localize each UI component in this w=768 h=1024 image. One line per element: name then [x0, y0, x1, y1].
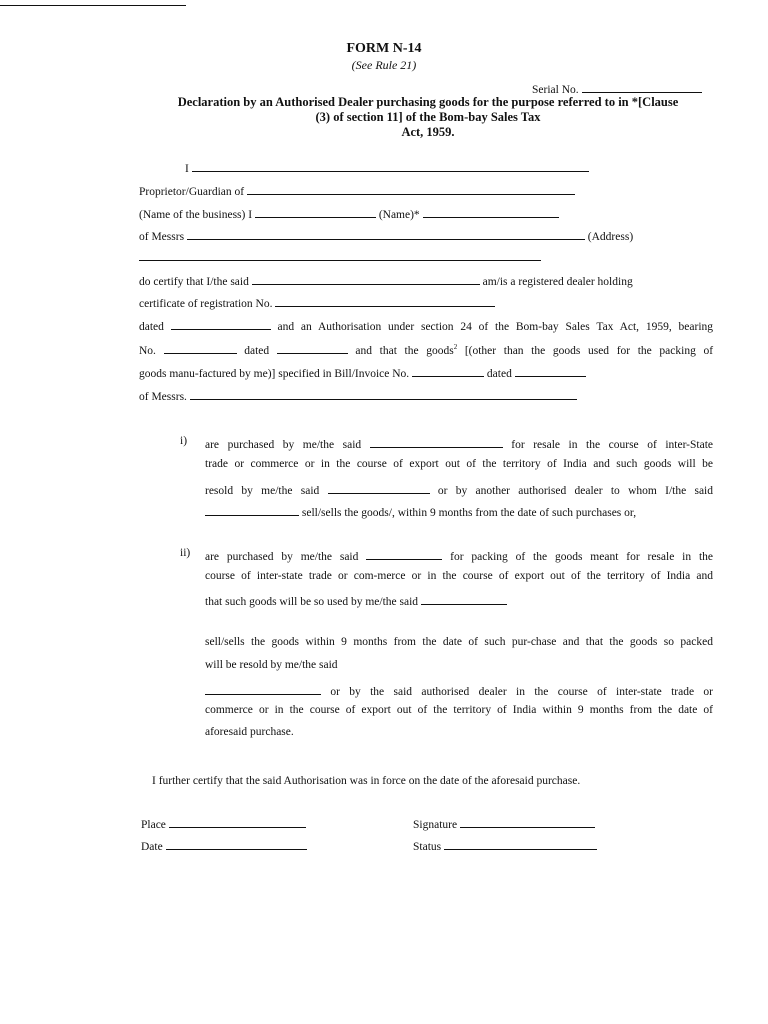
signature-label: Signature [413, 818, 458, 831]
clause-ii-line-1-b: for packing of the goods meant for resale in the [450, 550, 714, 563]
certify-suffix: am/is a registered dealer holding [482, 275, 633, 288]
authorisation-number-row [139, 342, 713, 357]
messrs-label-2: of Messrs. [139, 390, 187, 403]
proprietor-field[interactable] [247, 183, 575, 195]
declarant-row [185, 160, 589, 175]
clause-i-purchaser-field[interactable] [370, 436, 503, 448]
date-label: Date [141, 840, 163, 853]
clause-i-marker: i) [180, 435, 188, 447]
dated-label: dated [139, 320, 164, 333]
address-label: (Address) [587, 230, 634, 243]
authorisation-number-field[interactable] [164, 342, 237, 354]
place-row [141, 816, 306, 831]
clause-ii-line-2: course of inter-state trade or com-merce or in the course of export out of the territory of India and [205, 570, 713, 582]
manufactured-text: goods manu-factured by me)] specified in Bill/Invoice No. [139, 367, 410, 380]
clause-ii-line-6-text: or by the said authorised dealer in the course of inter-state trade or [330, 685, 713, 698]
clause-i-dealer-field[interactable] [205, 504, 299, 516]
clause-i-line-4-text: sell/sells the goods/, within 9 months from the date of such purchases or, [301, 506, 637, 519]
certify-row [139, 273, 633, 288]
name-field[interactable] [423, 206, 559, 218]
clause-ii-marker: ii) [180, 547, 191, 559]
place-field[interactable] [169, 816, 306, 828]
clause-ii-line-1-a: are purchased by me/the said [205, 550, 359, 563]
invoice-date-field[interactable] [515, 365, 586, 377]
no-label: No. [139, 344, 156, 357]
certificate-row [139, 295, 495, 310]
clause-i-line-4 [205, 504, 636, 519]
certificate-date-field[interactable] [171, 318, 271, 330]
business-name-label: (Name of the business) I [139, 208, 253, 221]
messrs-field-2[interactable] [190, 388, 577, 400]
authorisation-validity-statement: I further certify that the said Authorisation was in force on the date of the aforesaid purchase. [152, 775, 581, 787]
form-subtitle: (See Rule 21) [351, 58, 417, 72]
clause-i-reseller-field[interactable] [328, 482, 430, 494]
top-rule [0, 5, 186, 6]
serial-label: Serial No. [532, 83, 579, 96]
clause-i-line-2: trade or commerce or in the course of export out of the territory of India and such goods will be [205, 458, 713, 470]
clause-i-line-3-b: or by another authorised dealer to whom I/the said [437, 484, 714, 497]
heading-line-2: (3) of section 11] of the Bom-bay Sales Tax [315, 110, 541, 124]
dated-label-2: dated [244, 344, 270, 357]
status-label: Status [413, 840, 442, 853]
messrs-field[interactable] [187, 228, 585, 240]
clause-ii-reseller-field[interactable] [205, 683, 321, 695]
date-row [141, 838, 307, 853]
business-name-field[interactable] [255, 206, 376, 218]
signature-row [413, 816, 595, 831]
serial-field[interactable] [582, 81, 702, 93]
certify-prefix: do certify that I/the said [139, 275, 249, 288]
business-name-row [139, 206, 559, 221]
certificate-number-field[interactable] [275, 295, 495, 307]
goods-footnote-marker: 2 [453, 343, 458, 352]
clause-ii-line-8: aforesaid purchase. [205, 726, 294, 738]
clause-ii-purchaser-field[interactable] [366, 548, 442, 560]
clause-ii-line-1 [205, 548, 713, 563]
authorisation-row [139, 318, 713, 333]
clause-ii-line-5: will be resold by me/the said [205, 659, 338, 671]
declarant-name-field[interactable] [192, 160, 589, 172]
proprietor-label: Proprietor/Guardian of [139, 185, 245, 198]
clause-ii-line-6 [205, 683, 713, 698]
goods-text [355, 345, 457, 357]
place-label: Place [141, 818, 166, 831]
authorisation-date-field[interactable] [277, 342, 348, 354]
address-field[interactable] [139, 249, 541, 261]
clause-ii-line-3 [205, 593, 507, 608]
messrs-row [139, 228, 633, 243]
name-label: (Name)* [378, 208, 420, 221]
date-field[interactable] [166, 838, 307, 850]
clause-i-line-1-b: for resale in the course of inter-State [511, 438, 713, 451]
messrs-row-2 [139, 388, 577, 403]
invoice-row [139, 365, 586, 380]
goods-text-2: [(other than the goods used for the packing of [464, 344, 714, 357]
proprietor-row [139, 183, 575, 198]
certificate-label: certificate of registration No. [139, 297, 273, 310]
status-field[interactable] [444, 838, 597, 850]
clause-ii-line-4: sell/sells the goods within 9 months from the date of such pur-chase and that the goods so packed [205, 636, 713, 648]
clause-ii-line-7: commerce or in the course of export out of the territory of India within 9 months from the date of [205, 704, 713, 716]
authorisation-text: and an Authorisation under section 24 of the Bom-bay Sales Tax Act, 1959, bearing [277, 320, 714, 333]
form-title: FORM N-14 [346, 41, 422, 56]
goods-text-main: and that the goods [355, 344, 454, 357]
clause-i-line-1 [205, 436, 713, 451]
signature-field[interactable] [460, 816, 595, 828]
status-row [413, 838, 597, 853]
i-label: I [185, 162, 189, 175]
heading-line-3: Act, 1959. [401, 125, 455, 139]
clause-i-line-3 [205, 482, 713, 497]
invoice-number-field[interactable] [412, 365, 484, 377]
dated-label-3: dated [486, 367, 512, 380]
clause-i-line-1-a: are purchased by me/the said [205, 438, 362, 451]
clause-ii-user-field[interactable] [421, 593, 507, 605]
clause-i-line-3-a: resold by me/the said [205, 484, 320, 497]
heading-line-1: Declaration by an Authorised Dealer purchasing goods for the purpose referred to in *[Clause [177, 95, 679, 109]
messrs-label: of Messrs [139, 230, 185, 243]
dealer-name-field[interactable] [252, 273, 480, 285]
clause-ii-line-3-text: that such goods will be so used by me/the said [205, 595, 419, 608]
